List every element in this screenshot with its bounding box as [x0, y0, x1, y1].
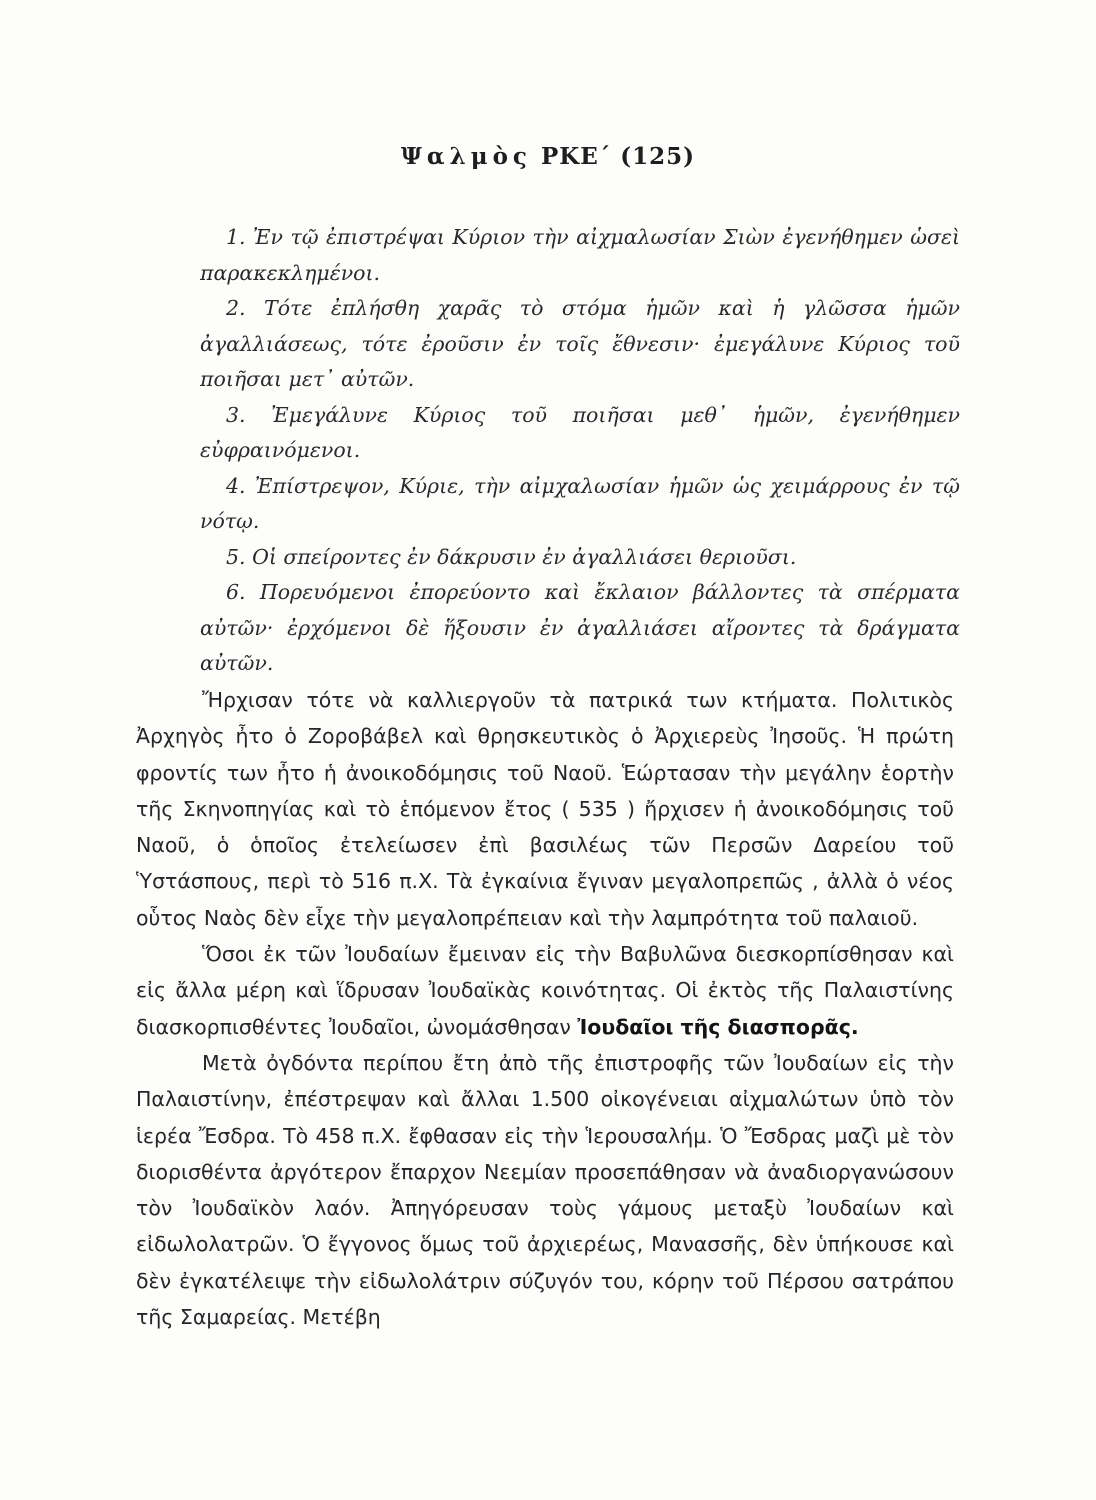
psalm-verse-6: 6. Πορευόμενοι ἐπορεύοντο καὶ ἔκλαιον βάλλοντες τὰ σπέρματα αὐτῶν· ἐρχόμενοι δὲ ἥξουσιν ἐν ἀγαλλιάσει αἴροντες τὰ δράγματα αὐτῶν. [200, 580, 960, 675]
commentary-paragraph-3: Μετὰ ὀγδόντα περίπου ἔτη ἀπὸ τῆς ἐπιστροφῆς τῶν Ἰουδαίων εἰς τὴν Παλαιστίνην, ἐπέστρεψαν καὶ ἄλλαι 1.500 οἰκογένειαι αἰχμαλώτων ὑπὸ τὸν ἱερέα Ἔσδρα. Τὸ 458 π.Χ. ἔφθασαν εἰς τὴν Ἱερουσαλήμ. Ὁ Ἔσδρας μαζὶ μὲ τὸν διορισθέντα ἀργότερον ἔπαρχον Νεεμίαν προσεπάθησαν νὰ ἀναδιοργανώσουν τὸν Ἰουδαϊκὸν λαόν. Ἀπηγόρευσαν τοὺς γάμους μεταξὺ Ἰουδαίων καὶ εἰδωλολατρῶν. Ὁ ἔγγονος ὅμως τοῦ ἀρχιερέως, Μανασσῆς, δὲν ὑπήκουσε καὶ δὲν ἐγκατέλειψε τὴν εἰδωλολάτριν σύζυγόν του, κόρην τοῦ Πέρσου σατράπου τῆς Σαμαρείας. Μετέβη [136, 1050, 954, 1330]
psalm-verse-5: 5. Οἱ σπείροντες ἐν δάκρυσιν ἐν ἀγαλλιάσει θεριοῦσι. [226, 544, 797, 569]
psalm-verse-1: 1. Ἐν τῷ ἐπιστρέψαι Κύριον τὴν αἰχμαλωσίαν Σιὼν ἐγενήθημεν ὡσεὶ παρακεκλημένοι. [200, 225, 960, 285]
title-number: ΡΚΕ΄ (125) [540, 143, 696, 170]
psalm-verse-2: 2. Τότε ἐπλήσθη χαρᾶς τὸ στόμα ἡμῶν καὶ ἡ γλῶσσα ἡμῶν ἀγαλλιάσεως, τότε ἐροῦσιν ἐν τοῖς ἔθνεσιν· ἐμεγάλυνε Κύριος τοῦ ποιῆσαι μετ᾿ αὐτῶν. [200, 296, 960, 391]
commentary-paragraph-1: Ἤρχισαν τότε νὰ καλλιεργοῦν τὰ πατρικά των κτήματα. Πολιτικὸς Ἀρχηγὸς ἦτο ὁ Ζοροβάβελ καὶ θρησκευτικὸς ὁ Ἀρχιερεὺς Ἰησοῦς. Ἡ πρώτη φροντίς των ἦτο ἡ ἀνοικοδόμησις τοῦ Ναοῦ. Ἑώρτασαν τὴν μεγάλην ἑορτὴν τῆς Σκηνοπηγίας καὶ τὸ ἑπόμενον ἔτος ( 535 ) ἤρχισεν ἡ ἀνοικοδόμησις τοῦ Ναοῦ, ὁ ὁποῖος ἐτελείωσεν ἐπὶ βασιλέως τῶν Περσῶν Δαρείου τοῦ Ὑστάσπους, περὶ τὸ 516 π.Χ. Τὰ ἐγκαίνια ἔγιναν μεγαλοπρεπῶς , ἀλλὰ ὁ νέος οὗτος Ναὸς δὲν εἶχε τὴν μεγαλοπρέπειαν καὶ τὴν λαμπρότητα τοῦ παλαιοῦ. [136, 688, 954, 930]
page-title [0, 143, 1096, 170]
commentary-text [136, 682, 954, 1335]
diaspora-term: Ἰουδαῖοι τῆς διασπορᾶς. [577, 1014, 859, 1039]
psalm-verse-4: 4. Ἐπίστρεψον, Κύριε, τὴν αἰμχαλωσίαν ἡμῶν ὡς χειμάρρους ἐν τῷ νότῳ. [200, 473, 960, 533]
psalm-verse-3: 3. Ἐμεγάλυνε Κύριος τοῦ ποιῆσαι μεθ᾿ ἡμῶν, ἐγενήθημεν εὐφραινόμενοι. [200, 402, 960, 462]
commentary-paragraph-2 [136, 936, 954, 1045]
paragraph-2-text: Ὅσοι ἐκ τῶν Ἰουδαίων ἔμειναν εἰς τὴν Βαβυλῶνα διεσκορπίσθησαν καὶ εἰς ἄλλα μέρη καὶ ἵδρυσαν Ἰουδαϊκὰς κοινότητας. Οἱ ἐκτὸς τῆς Παλαιστίνης διασκορπισθέντες Ἰουδαῖοι, ὠνομάσθησαν [136, 942, 954, 1039]
title-word: Ψαλμὸς [400, 143, 532, 170]
psalm-text [200, 220, 960, 682]
